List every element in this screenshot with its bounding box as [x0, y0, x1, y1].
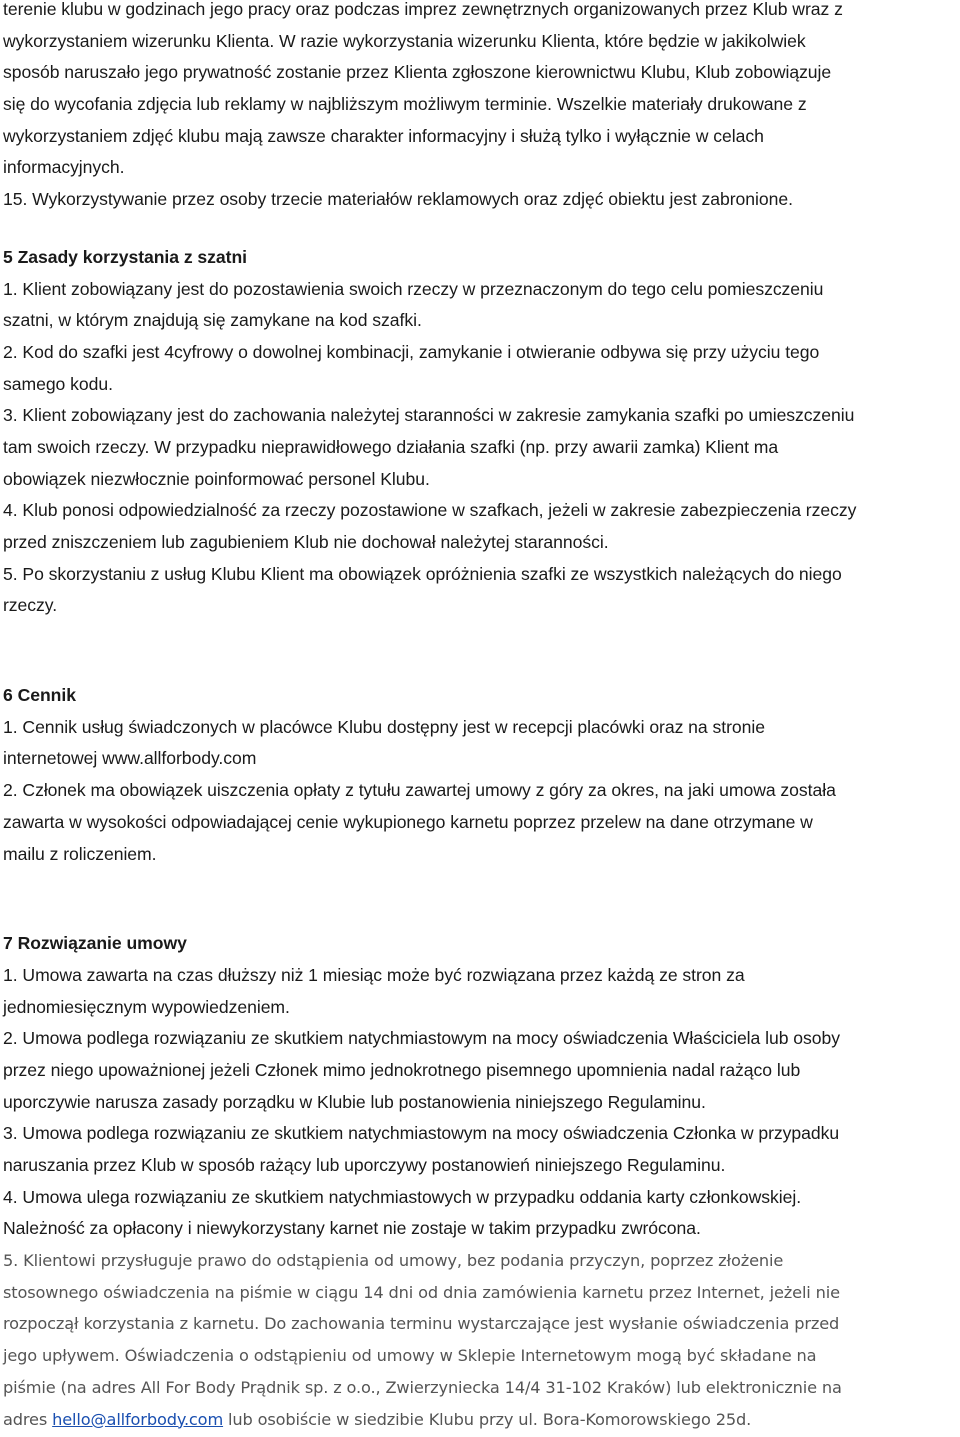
intro-paragraph [3, 0, 959, 216]
text-line: terenie klubu w godzinach jego pracy oraz podczas imprez zewnętrznych organizowanych przez Klub wraz z [3, 0, 843, 19]
text-line: wykorzystaniem wizerunku Klienta. W razie wykorzystania wizerunku Klienta, które będzie w jakikolwiek [3, 30, 806, 51]
text-line: 1. Umowa zawarta na czas dłuższy niż 1 miesiąc może być rozwiązana przez każdą ze stron za [3, 964, 745, 985]
text-line: 1. Klient zobowiązany jest do pozostawienia swoich rzeczy w przeznaczonym do tego celu pomieszczeniu [3, 278, 824, 299]
text-line: mailu z roliczeniem. [3, 843, 157, 864]
text-line: 3. Umowa podlega rozwiązaniu ze skutkiem natychmiastowym na mocy oświadczenia Członka w przypadku [3, 1123, 840, 1144]
document-page [3, 0, 959, 1435]
text-line: 1. Cennik usług świadczonych w placówce Klubu dostępny jest w recepcji placówki oraz na stronie [3, 716, 765, 737]
text-line: internetowej www.allforbody.com [3, 748, 257, 769]
text-line: jednomiesięcznym wypowiedzeniem. [3, 996, 290, 1017]
text-line: piśmie (na adres All For Body Prądnik sp. z o.o., Zwierzyniecka 14/4 31-102 Kraków) lub elektronicznie na [3, 1377, 842, 1397]
text-fragment: lub osobiście w siedzibie Klubu przy ul. Bora-Komorowskiego 25d. [223, 1409, 752, 1429]
text-line: przez niego upoważnionej jeżeli Członek mimo jednokrotnego pisemnego upomnienia nadal rażąco lub [3, 1059, 801, 1080]
text-line: 3. Klient zobowiązany jest do zachowania należytej staranności w zakresie zamykania szafki po umieszczeniu [3, 405, 855, 426]
email-link[interactable]: hello@allforbody.com [52, 1409, 224, 1429]
text-line: informacyjnych. [3, 157, 125, 178]
text-line: 5. Klientowi przysługuje prawo do odstąpienia od umowy, bez podania przyczyn, poprzez złożenie [3, 1251, 784, 1271]
section-heading: 7 Rozwiązanie umowy [3, 933, 187, 954]
text-line: Należność za opłacony i niewykorzystany karnet nie zostaje w takim przypadku zwrócona. [3, 1218, 701, 1239]
section-6 [3, 680, 959, 870]
text-line: 2. Kod do szafki jest 4cyfrowy o dowolnej kombinacji, zamykanie i otwieranie odbywa się przy użyciu tego [3, 341, 820, 362]
text-line: sposób naruszało jego prywatność zostanie przez Klienta zgłoszone kierownictwu Klubu, Klub zobowiązuje [3, 62, 832, 83]
text-line: szatni, w którym znajdują się zamykane na kod szafki. [3, 310, 422, 331]
text-line: 4. Klub ponosi odpowiedzialność za rzeczy pozostawione w szafkach, jeżeli w zakresie zabezpieczenia rzeczy [3, 500, 857, 521]
section-heading: 6 Cennik [3, 685, 76, 706]
text-line: tam swoich rzeczy. W przypadku nieprawidłowego działania szafki (np. przy awarii zamka) Klient ma [3, 436, 779, 457]
section-7 [3, 928, 959, 1435]
text-fragment: adres [3, 1409, 53, 1429]
text-line [3, 1404, 959, 1436]
text-line: stosownego oświadczenia na piśmie w ciągu 14 dni od dnia zamówienia karnetu przez Internet, jeżeli nie [3, 1282, 840, 1302]
text-line: rzeczy. [3, 595, 58, 616]
text-line: naruszania przez Klub w sposób rażący lub uporczywy postanowień niniejszego Regulaminu. [3, 1155, 726, 1175]
text-line: uporczywie narusza zasady porządku w Klubie lub postanowienia niniejszego Regulaminu. [3, 1091, 706, 1112]
text-line: 15. Wykorzystywanie przez osoby trzecie materiałów reklamowych oraz zdjęć obiektu jest zabronione. [3, 189, 793, 210]
section-5 [3, 242, 959, 622]
text-line: samego kodu. [3, 373, 113, 394]
text-line: 2. Umowa podlega rozwiązaniu ze skutkiem natychmiastowym na mocy oświadczenia Właściciela lub osoby [3, 1028, 840, 1049]
text-line: rozpoczął korzystania z karnetu. Do zachowania terminu wystarczające jest wysłanie oświadczenia przed [3, 1314, 840, 1334]
text-line: zawarta w wysokości odpowiadającej cenie wykupionego karnetu poprzez przelew na dane otrzymane w [3, 811, 813, 832]
text-line: 4. Umowa ulega rozwiązaniu ze skutkiem natychmiastowych w przypadku oddania karty członkowskiej. [3, 1186, 802, 1207]
text-line: jego upływem. Oświadczenia o odstąpieniu od umowy w Sklepie Internetowym mogą być składane na [3, 1346, 817, 1366]
text-line: się do wycofania zdjęcia lub reklamy w najbliższym możliwym terminie. Wszelkie materiały drukowane z [3, 94, 807, 115]
text-line: przed zniszczeniem lub zagubieniem Klub nie dochował należytej staranności. [3, 532, 609, 552]
text-line: 5. Po skorzystaniu z usług Klubu Klient ma obowiązek opróżnienia szafki ze wszystkich należących do niego [3, 563, 842, 584]
text-line: wykorzystaniem zdjęć klubu mają zawsze charakter informacyjny i służą tylko i wyłącznie w celach [3, 125, 764, 146]
text-line: 2. Członek ma obowiązek uiszczenia opłaty z tytułu zawartej umowy z góry za okres, na jaki umowa została [3, 780, 836, 801]
section-heading: 5 Zasady korzystania z szatni [3, 246, 247, 267]
text-line: obowiązek niezwłocznie poinformować personel Klubu. [3, 468, 430, 489]
